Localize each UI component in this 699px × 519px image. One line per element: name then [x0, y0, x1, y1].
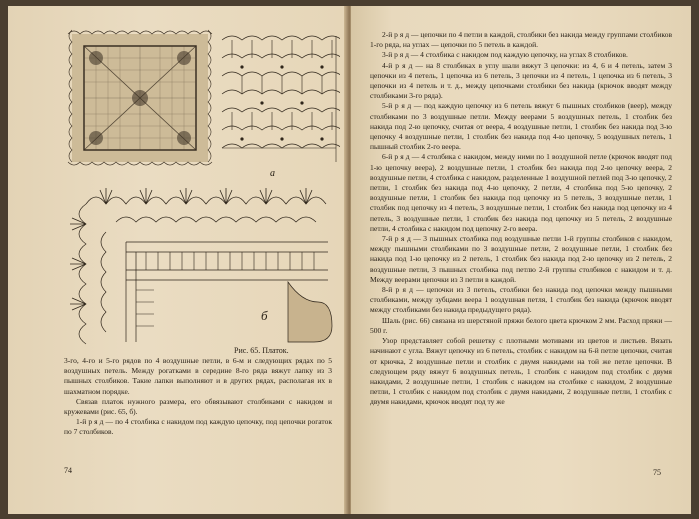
page-number-left: 74: [64, 466, 72, 475]
paragraph: 3-го, 4-го и 5-го рядов по 4 воздушные петли, в 6-м и следующих рядах по 5 воздушных петель. Между рогатками в середине 8-го ряда вяжут лапку из 3 пышных столбиков. Такие лапки выполняют и в других рядах, располагая их в шахматном порядке.: [64, 356, 332, 396]
left-page: [8, 6, 348, 514]
paragraph: Связав платок нужного размера, его обвязывают столбиками с накидом и кружевами (рис. 65, б).: [64, 396, 332, 417]
right-page-text: [370, 30, 672, 408]
paragraph: 3-й р я д — 4 столбика с накидом под каждую цепочку, на углах 8 столбиков.: [382, 50, 628, 60]
crochet-chart-a: [218, 30, 340, 166]
figure-label-a: а: [270, 168, 275, 179]
figure-label-b: б: [261, 308, 268, 323]
paragraph: 2-й р я д — цепочки по 4 петли в каждой, столбики без накида между группами столбиков 1-го ряда, на углах — цепочки по 5 петель в каждой.: [370, 30, 672, 50]
paragraph: 6-й р я д — 4 столбика с накидом, между ними по 1 воздушной петле (крючок вводят под 1-ю цепочку веера), 2 воздушные петли, 1 столбик без накида под 2-ю цепочку веера, 2 воздушные петли, 4 столбика с накидом, разделенные 1 воздушной петлей под 3-ю цепочку, 2 петли, 1 столбик без накида под 4-ю цепочку, 2 петли, 4 столбика под 5-ю цепочку, 2 воздушные петли, 1 столбик без накида под цепочку из 5 петель, 3 воздушные петли, 1 столбик под цепочку из 4 петель, 3 воздушные петли, 1 столбик без накида под цепочку из 4 петель, 3 воздушные петли, 1 столбик без накида под цепочку из 5 петель, 2 воздушные петли, 4 столбика с накидом под цепочку 2-го веера.: [370, 152, 672, 233]
crochet-chart-b: [66, 182, 336, 346]
paragraph: Шаль (рис. 66) связана из шерстяной пряжи белого цвета крючком 2 мм. Расход пряжи — 500 г.: [370, 315, 672, 335]
paragraph: 5-й р я д — под каждую цепочку из 6 петель вяжут 6 пышных столбиков (веер), между столбиками по 3 воздушные петли. Между веерами 5 воздушных петель, 1 столбик без накида под 2-ю цепочку, считая от веера, 4 воздушные петли, 1 столбик без накида под 3-ю цепочку 4 воздушные петли, 1 столбик без накида под 4-ю цепочку, 5 воздушных петель, 1 пышный столбик 2-го веера.: [370, 101, 672, 152]
right-page: [351, 6, 691, 514]
figure-caption: Рис. 65. Платок.: [234, 346, 289, 355]
paragraph: 1-й р я д — по 4 столбика с накидом под каждую цепочку, под цепочки рогаток по 7 столбиков.: [64, 417, 332, 437]
paragraph: Узор представляет собой решетку с плотными мотивами из цветов и листьев. Вязать начинают с угла. Вяжут цепочку из 6 петель, столбик с накидом на 6-й петле цепочки, считая от крючка, 2 воздушные петли и столбик с двумя накидами на той же петле цепочки. В следующем ряду вяжут 6 воздушных петель, 1 столбик с накидом под столбик с двумя накидами, 2 воздушные петли, 1 столбик с накидом на столбике с накидом, 2 воздушные петли, 1 столбик с накидом под столбик с двумя накидами, 2 воздушные петли, 1 столбик с двумя накидами, крючок вводят под ту же: [370, 336, 672, 407]
page-number-right: 75: [653, 468, 661, 477]
paragraph: 4-й р я д — на 8 столбиках в углу шали вяжут 3 цепочки: из 4, 6 и 4 петель, затем 3 цепочки из 4 петель, 1 цепочка из 6 петель, 3 цепочки из 4 петель, 1 цепочка из 6 петель, 3 цепочки из 4 петель и т. д., между цепочками столбики без накида (крючок вводят между столбиками 3-го ряда).: [370, 60, 672, 101]
paragraph: 8-й р я д — цепочки из 3 петель, столбики без накида под цепочки между пышными столбиками, между зубцами веера 1 воздушная петля, 1 столбик без накида (крючок вводят между столбиками без накида предыдущего ряда).: [370, 285, 672, 315]
left-page-text: [64, 356, 332, 438]
shawl-illustration: [66, 28, 214, 168]
book-spread: [8, 6, 691, 514]
paragraph: 7-й р я д — 3 пышных столбика под воздушные петли 1-й группы столбиков с накидом, между пышными столбиками по 3 воздушные петли, 2 воздушные петли, 1 столбик без накида под 1-ю цепочку из 2 петель, 1 столбик без накида под 2-ю цепочку из 2 петель, 2 воздушные петли, 3 пышных столбика под петлю 2-й группы столбиков с накидом и т. д. Между веерами цепочки из 3 петли в каждой.: [370, 234, 672, 284]
